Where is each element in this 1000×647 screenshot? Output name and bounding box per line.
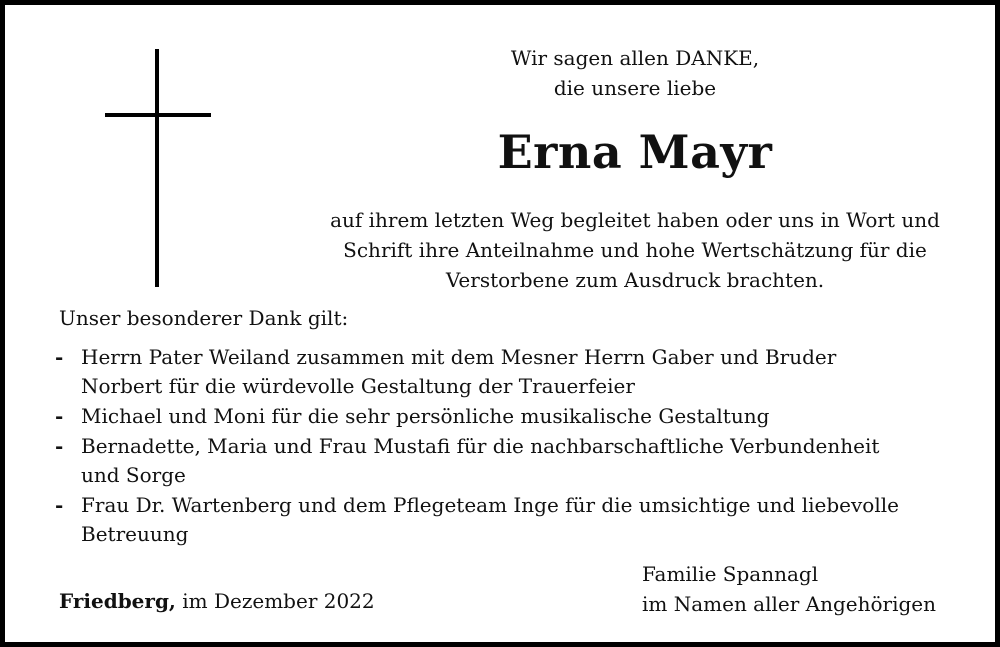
cross-vertical-bar [155,49,159,287]
place-and-date [59,586,375,616]
list-item-line: Bernadette, Maria und Frau Mustafi für die nachbarschaftliche Verbundenheit [81,434,880,458]
list-item-line: Norbert für die würdevolle Gestaltung der Trauerfeier [81,374,635,398]
list-item-line: Frau Dr. Wartenberg und dem Pflegeteam Inge für die umsichtige und liebevolle [81,493,899,517]
list-item [55,432,985,490]
list-item-line: und Sorge [81,463,186,487]
place-name: Friedberg, [59,589,176,613]
list-item [55,402,985,431]
thanks-list [55,343,985,550]
date-text: im Dezember 2022 [182,589,375,613]
dash-bullet: - [55,434,64,458]
list-item-line: Herrn Pater Weiland zusammen mit dem Mesner Herrn Gaber und Bruder [81,345,837,369]
cross-icon [105,49,211,287]
family-signature [642,559,936,619]
gratitude-paragraph [295,205,975,295]
list-item [55,491,985,549]
dash-bullet: - [55,345,64,369]
special-thanks-heading: Unser besonderer Dank gilt: [59,306,349,330]
intro-line: Wir sagen allen DANKE, [510,46,760,70]
intro-text [435,43,835,103]
paragraph-line: Schrift ihre Anteilnahme und hohe Wertschätzung für die [343,238,927,262]
paragraph-line: Verstorbene zum Ausdruck brachten. [445,268,825,292]
list-item [55,343,985,401]
signature-line: im Namen aller Angehörigen [642,592,937,616]
cross-horizontal-bar [105,113,211,117]
list-item-line: Michael und Moni für die sehr persönliche musikalische Gestaltung [81,404,770,428]
signature-line: Familie Spannagl [642,562,819,586]
paragraph-line: auf ihrem letzten Weg begleitet haben oder uns in Wort und [330,208,940,232]
list-item-line: Betreuung [81,522,189,546]
dash-bullet: - [55,404,64,428]
intro-line: die unsere liebe [553,76,717,100]
dash-bullet: - [55,493,64,517]
deceased-name: Erna Mayr [497,125,773,179]
